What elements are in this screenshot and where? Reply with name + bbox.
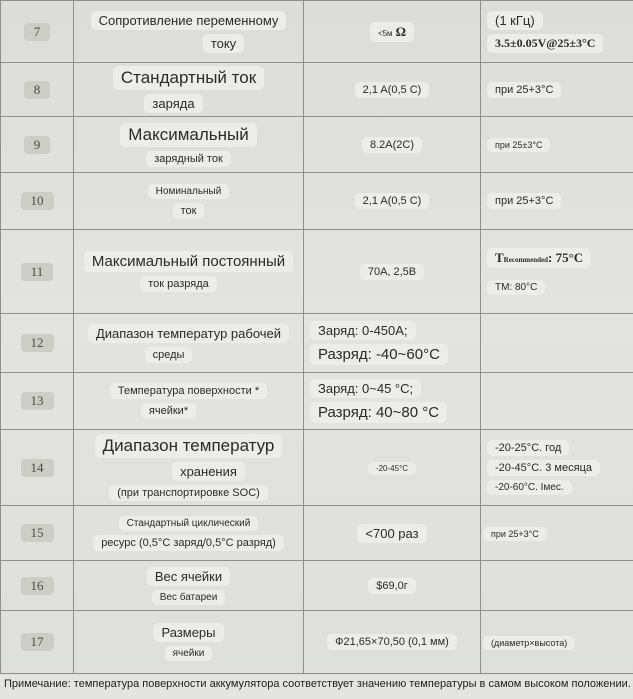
row-number: 13 — [21, 392, 54, 410]
param-name-line: ток разряда — [140, 276, 217, 292]
condition: TRecommended: 75°C — [487, 248, 591, 268]
table-row — [1, 314, 633, 373]
param-name-line: ресурс (0,5°C заряд/0,5°C разряд) — [93, 535, 284, 551]
param-name-line: Диапазон температур — [95, 434, 283, 458]
param-name-line: хранения — [172, 462, 245, 481]
row-number: 10 — [21, 192, 54, 210]
param-name-line: ячейки — [165, 646, 213, 661]
param-value: 2,1 A(0,5 C) — [355, 82, 430, 98]
param-name-line: Сопротивление переменному — [91, 11, 287, 30]
param-value: -20-45°C — [368, 462, 416, 475]
condition: 3.5±0.05V@25±3°C — [487, 34, 603, 53]
param-name-line: Стандартный циклический — [119, 516, 259, 531]
condition: -20-45°C. 3 месяца — [487, 460, 600, 476]
param-name-line: Вес батареи — [152, 590, 226, 605]
param-name-line: ячейки* — [141, 403, 196, 419]
param-name-line: Диапазон температур рабочей — [88, 324, 289, 343]
row-number: 12 — [21, 334, 54, 352]
footnote: Примечание: температура поверхности аккумулятора соответствует значению температуры в самом высоком положении. — [0, 675, 633, 699]
param-name-line: току — [203, 34, 244, 53]
condition: TM: 80°C — [487, 280, 545, 295]
row-number: 14 — [21, 459, 54, 477]
param-name-line: ток — [173, 203, 205, 219]
row-number: 17 — [21, 633, 54, 651]
param-name-line: Максимальный постоянный — [84, 251, 293, 272]
param-value: Заряд: 0-450A; — [310, 321, 416, 340]
table-row — [1, 1, 633, 63]
condition: при 25+3°C — [487, 82, 561, 98]
row-number: 15 — [21, 524, 54, 542]
param-value: Заряд: 0~45 °C; — [310, 379, 421, 398]
param-name-line: Размеры — [153, 623, 223, 642]
param-value: 70A, 2,5B — [360, 264, 424, 280]
param-name-line: (при транспортировке SOC) — [109, 485, 268, 501]
row-number: 8 — [24, 81, 51, 99]
condition: при 25+3°C — [483, 527, 547, 541]
param-name-line: Стандартный ток — [113, 66, 264, 90]
param-value: 2,1 A(0,5 C) — [355, 193, 430, 209]
table-row — [1, 173, 633, 230]
param-value: <700 раз — [357, 524, 426, 543]
table-row — [1, 506, 633, 561]
param-value: Ф21,65×70,50 (0,1 мм) — [327, 634, 457, 650]
param-value: $69,0г — [368, 578, 416, 594]
table-row — [1, 373, 633, 430]
condition: -20-25°C. год — [487, 440, 569, 456]
condition: -20-60°C. Iмес. — [487, 480, 572, 495]
table-row — [1, 561, 633, 611]
row-number: 7 — [24, 23, 51, 41]
table-row — [1, 430, 633, 506]
param-name-line: Вес ячейки — [147, 567, 230, 586]
condition: при 25+3°C — [487, 193, 561, 209]
condition: при 25±3°C — [487, 138, 550, 152]
table-row — [1, 117, 633, 173]
table-row — [1, 63, 633, 117]
param-value: Разряд: 40~80 °C — [310, 402, 447, 423]
param-value: 8.2A(2C) — [362, 137, 422, 153]
table-row — [1, 611, 633, 674]
condition: (диаметр×высота) — [483, 636, 575, 650]
row-number: 9 — [24, 136, 51, 154]
param-name-line: среды — [145, 347, 193, 363]
param-name-line: Температура поверхности * — [110, 383, 267, 399]
table-row — [1, 230, 633, 314]
param-name-line: зарядный ток — [146, 151, 231, 167]
row-number: 16 — [21, 577, 54, 595]
param-value: <5м Ω — [370, 22, 414, 42]
param-name-line: заряда — [144, 94, 202, 113]
param-value: Разряд: -40~60°C — [310, 344, 448, 365]
param-name-line: Номинальный — [148, 184, 230, 199]
row-number: 11 — [21, 263, 54, 281]
param-name-line: Максимальный — [120, 123, 256, 147]
condition: (1 кГц) — [487, 11, 543, 30]
